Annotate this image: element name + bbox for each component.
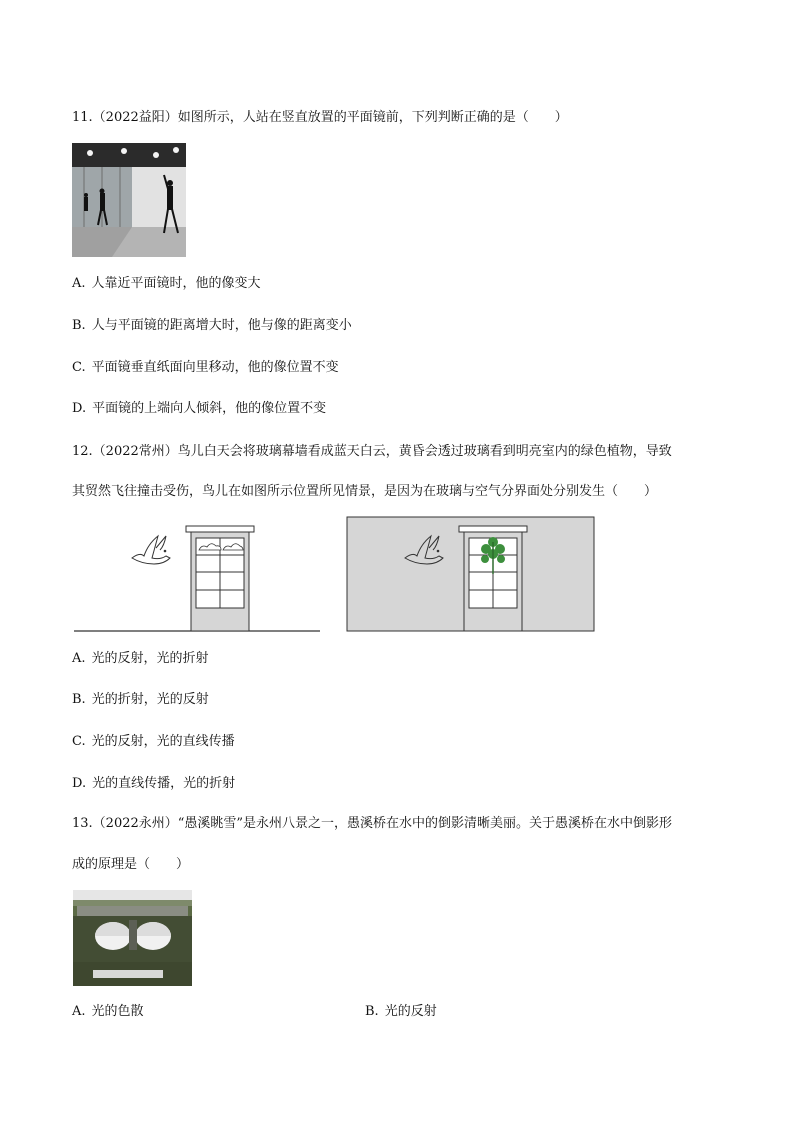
q13-option-a[interactable]: A. 光的色散 <box>72 1004 144 1019</box>
q12-stem-line1: 12.（2022常州）鸟儿白天会将玻璃幕墙看成蓝天白云，黄昏会透过玻璃看到明亮室内的绿色植物，导致 <box>72 444 672 459</box>
q11-mirror-photo <box>72 143 186 257</box>
q12-bird-window-figure <box>72 512 602 636</box>
q12-option-b[interactable]: B. 光的折射，光的反射 <box>72 692 209 707</box>
q11-stem: 11.（2022益阳）如图所示，人站在竖直放置的平面镜前，下列判断正确的是（ ） <box>72 110 568 125</box>
q12-stem-line2: 其贸然飞往撞击受伤，鸟儿在如图所示位置所见情景，是因为在玻璃与空气分界面处分别发生（ ） <box>72 484 658 499</box>
q13-stem-line1: 13.（2022永州）“愚溪眺雪”是永州八景之一，愚溪桥在水中的倒影清晰美丽。关于愚溪桥在水中倒影形 <box>72 816 673 831</box>
q12-option-d[interactable]: D. 光的直线传播，光的折射 <box>72 776 236 791</box>
q11-option-b[interactable]: B. 人与平面镜的距离增大时，他与像的距离变小 <box>72 318 352 333</box>
q13-option-b[interactable]: B. 光的反射 <box>365 1004 437 1019</box>
q13-stem-line2: 成的原理是（ ） <box>72 857 190 872</box>
q11-option-c[interactable]: C. 平面镜垂直纸面向里移动，他的像位置不变 <box>72 360 339 375</box>
q11-option-a[interactable]: A. 人靠近平面镜时，他的像变大 <box>72 276 261 291</box>
q11-option-d[interactable]: D. 平面镜的上端向人倾斜，他的像位置不变 <box>72 401 327 416</box>
q13-bridge-photo <box>73 890 192 986</box>
q12-option-c[interactable]: C. 光的反射，光的直线传播 <box>72 734 235 749</box>
q12-option-a[interactable]: A. 光的反射，光的折射 <box>72 651 209 666</box>
